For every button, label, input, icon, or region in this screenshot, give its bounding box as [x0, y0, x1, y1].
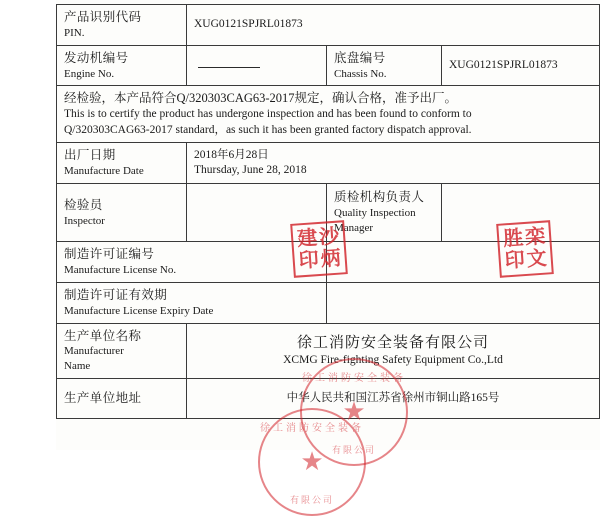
- chassis-label-en: Chassis No.: [334, 67, 387, 80]
- inspector-seal-glyph-3: 印: [298, 249, 320, 273]
- company-seal-arc-top: 徐工消防安全装备: [302, 373, 406, 384]
- manufacture-date-label-cn: 出厂日期: [64, 148, 116, 163]
- table-row: [57, 143, 600, 184]
- engine-label-en: Engine No.: [64, 67, 115, 80]
- license-no-value: [327, 242, 600, 283]
- license-no-label-cell: [57, 242, 327, 283]
- manufacturer-value-en: XCMG Fire-fighting Safety Equipment Co.,Ltd: [283, 354, 503, 367]
- engine-label-cn: 发动机编号: [64, 50, 129, 65]
- manager-seal-glyph-2: 栾: [524, 225, 546, 249]
- statement-cn: 经检验，本产品符合Q/320303CAG63-2017规定，确认合格，准予出厂。: [64, 91, 458, 106]
- page-left-margin: [0, 0, 56, 450]
- inspector-red-seal: [290, 220, 348, 278]
- qi-manager-label-en-2: Manager: [334, 222, 374, 234]
- inspector-seal-glyph-2: 沙: [318, 225, 340, 249]
- star-icon: ★: [342, 397, 366, 426]
- manager-seal-glyph-3: 印: [504, 249, 526, 273]
- pin-label-cell: [57, 5, 187, 46]
- bottom-seal-arc-top: 徐工消防安全装备: [260, 423, 364, 434]
- table-row: [57, 282, 600, 323]
- table-row: [57, 45, 600, 86]
- manager-seal-glyph-1: 胜: [502, 227, 525, 251]
- engine-label-cell: [57, 45, 187, 86]
- manager-red-seal: [496, 220, 554, 278]
- engine-value-blank: [198, 58, 260, 68]
- inspector-label-cn: 检验员: [64, 197, 103, 212]
- statement-en-1: This is to certify the product has undergone inspection and has been found to conform to: [64, 108, 472, 121]
- manufacture-date-label-en: Manufacture Date: [64, 165, 144, 178]
- license-expiry-label-cell: [57, 282, 327, 323]
- manufacture-date-value: [187, 143, 600, 184]
- address-label-cn: 生产单位地址: [64, 391, 142, 406]
- manufacturer-value-cn: 徐工消防安全装备有限公司: [297, 334, 490, 351]
- inspector-label-en: Inspector: [64, 214, 105, 227]
- manufacture-date-value-en: Thursday, June 28, 2018: [194, 164, 307, 177]
- address-label-cell: [57, 379, 187, 419]
- chassis-value: XUG0121SPJRL01873: [442, 45, 600, 86]
- inspector-seal-glyph-4: 炳: [319, 247, 342, 271]
- chassis-label-cn: 底盘编号: [334, 50, 386, 65]
- pin-label-cn: 产品识别代码: [64, 10, 142, 24]
- inspector-label-cell: [57, 184, 187, 242]
- statement-en-2: Q/320303CAG63-2017 standard，as such it has been granted factory dispatch approval.: [64, 123, 472, 136]
- engine-value: [187, 45, 327, 86]
- license-expiry-label-en: Manufacture License Expiry Date: [64, 304, 214, 317]
- table-row: [57, 86, 600, 143]
- bottom-round-seal: [258, 408, 366, 516]
- manufacture-date-label-cell: [57, 143, 187, 184]
- pin-value: XUG0121SPJRL01873: [187, 5, 600, 46]
- company-seal-arc-bottom: 有限公司: [331, 445, 376, 455]
- manufacturer-label-en-1: Manufacturer: [64, 345, 124, 358]
- manufacturer-label-cell: [57, 323, 187, 379]
- manager-seal-glyph-4: 文: [525, 247, 548, 271]
- manufacturer-label-en-2: Name: [64, 360, 91, 373]
- star-icon: ★: [300, 447, 324, 476]
- statement-cell: [57, 86, 600, 143]
- license-no-label-en: Manufacture License No.: [64, 263, 177, 276]
- pin-label-en: PIN.: [64, 26, 85, 39]
- bottom-seal-arc-bottom: 有限公司: [289, 495, 334, 505]
- chassis-label-cell: [327, 45, 442, 86]
- table-row: [57, 5, 600, 46]
- license-expiry-label-cn: 制造许可证有效期: [64, 287, 168, 302]
- address-value: 中华人民共和国江苏省徐州市铜山路165号: [187, 379, 600, 419]
- license-no-label-cn: 制造许可证编号: [64, 247, 155, 262]
- manufacturer-label-cn: 生产单位名称: [64, 328, 142, 343]
- manufacture-date-value-cn: 2018年6月28日: [194, 148, 269, 161]
- qi-manager-label-cn: 质检机构负责人: [334, 190, 425, 205]
- qi-manager-label-en-1: Quality Inspection: [334, 207, 416, 220]
- certificate-table: [56, 4, 600, 419]
- license-expiry-value: [327, 282, 600, 323]
- inspector-seal-glyph-1: 建: [296, 227, 319, 251]
